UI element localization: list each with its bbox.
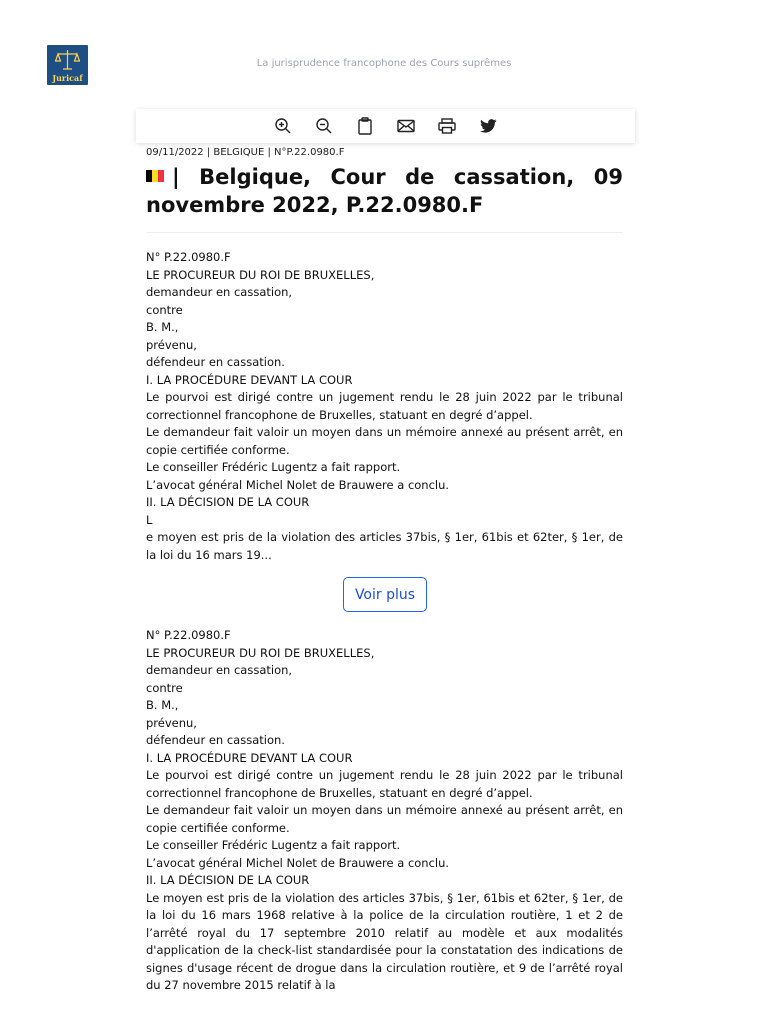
text-paragraph: demandeur en cassation, [146, 285, 293, 299]
text-paragraph: L [146, 512, 153, 527]
voir-plus-button[interactable]: Voir plus [343, 577, 427, 612]
twitter-share-button[interactable] [478, 116, 499, 137]
text-paragraph: B. M., [146, 698, 179, 712]
print-icon [438, 118, 456, 134]
clipboard-icon [357, 117, 373, 135]
text-paragraph: défendeur en cassation. [146, 355, 285, 369]
copy-button[interactable] [355, 116, 376, 137]
document-toolbar [136, 109, 635, 143]
zoom-out-icon [315, 117, 333, 135]
twitter-icon [480, 119, 497, 133]
site-tagline: La jurisprudence francophone des Cours suprêmes [256, 58, 512, 69]
text-paragraph: e moyen est pris de la violation des articles 37bis, § 1er, 61bis et 62ter, § 1er, de la loi du 16 mars 19... [146, 530, 623, 562]
text-paragraph: Le demandeur fait valoir un moyen dans un mémoire annexé au présent arrêt, en copie certifiée conforme. [146, 425, 623, 457]
text-paragraph: Le moyen est pris de la violation des articles 37bis, § 1er, 61bis et 62ter, § 1er, de la loi du 16 mars 1968 relative à la police de la circulation routière, 1 et 2 de l’arrêté royal du 17 septembre 2010 relatif au modèle et aux modalités d'application de la check-list standardisée pour la constatation des indications de signes d'usage récent de drogue dans la circulation routière, et 9 de l’arrêté royal du 27 novembre 2015 relatif à la [146, 890, 623, 992]
text-paragraph: LE PROCUREUR DU ROI DE BRUXELLES, [146, 645, 375, 660]
text-paragraph: prévenu, [146, 337, 197, 352]
text-paragraph: B. M., [146, 320, 179, 334]
text-paragraph: II. LA DÉCISION DE LA COUR [146, 873, 310, 887]
text-paragraph: Le conseiller Frédéric Lugentz a fait rapport. [146, 838, 401, 852]
logo-text: Juricaf [52, 73, 83, 83]
text-paragraph: Le conseiller Frédéric Lugentz a fait rapport. [146, 460, 401, 474]
text-paragraph: prévenu, [146, 715, 197, 730]
zoom-in-button[interactable] [273, 116, 294, 137]
text-paragraph: I. LA PROCÉDURE DEVANT LA COUR [146, 750, 353, 765]
text-paragraph: Le pourvoi est dirigé contre un jugement rendu le 28 juin 2022 par le tribunal correctionnel francophone de Bruxelles, statuant en degré d’appel. [146, 390, 623, 422]
belgium-flag-icon [146, 170, 164, 182]
email-button[interactable] [396, 116, 417, 137]
zoom-out-button[interactable] [314, 116, 335, 137]
text-paragraph: L’avocat général Michel Nolet de Brauwere a conclu. [146, 477, 450, 492]
text-paragraph: L’avocat général Michel Nolet de Brauwere a conclu. [146, 855, 450, 870]
zoom-in-icon [274, 117, 292, 135]
decision-meta: 09/11/2022 | BELGIQUE | N°P.22.0980.F [146, 147, 345, 158]
text-paragraph: LE PROCUREUR DU ROI DE BRUXELLES, [146, 267, 375, 282]
print-button[interactable] [437, 116, 458, 137]
text-paragraph: Le pourvoi est dirigé contre un jugement rendu le 28 juin 2022 par le tribunal correctionnel francophone de Bruxelles, statuant en degré d’appel. [146, 768, 623, 800]
title-text: | Belgique, Cour de cassation, 09 novembre 2022, P.22.0980.F [146, 165, 623, 217]
mail-icon [397, 119, 415, 133]
text-paragraph: N° P.22.0980.F [146, 250, 231, 264]
text-paragraph: demandeur en cassation, [146, 663, 293, 677]
text-paragraph: II. LA DÉCISION DE LA COUR [146, 495, 310, 509]
text-paragraph: I. LA PROCÉDURE DEVANT LA COUR [146, 372, 353, 387]
text-paragraph: Le demandeur fait valoir un moyen dans un mémoire annexé au présent arrêt, en copie certifiée conforme. [146, 803, 623, 835]
flag-stripe-red [158, 170, 164, 182]
text-paragraph: contre [146, 680, 183, 695]
page-title [146, 163, 623, 219]
title-divider [146, 232, 623, 233]
decision-full-text [146, 627, 623, 995]
text-paragraph: contre [146, 302, 183, 317]
text-paragraph: défendeur en cassation. [146, 733, 285, 747]
decision-summary [146, 249, 623, 564]
site-header [0, 0, 768, 100]
text-paragraph: N° P.22.0980.F [146, 628, 231, 642]
